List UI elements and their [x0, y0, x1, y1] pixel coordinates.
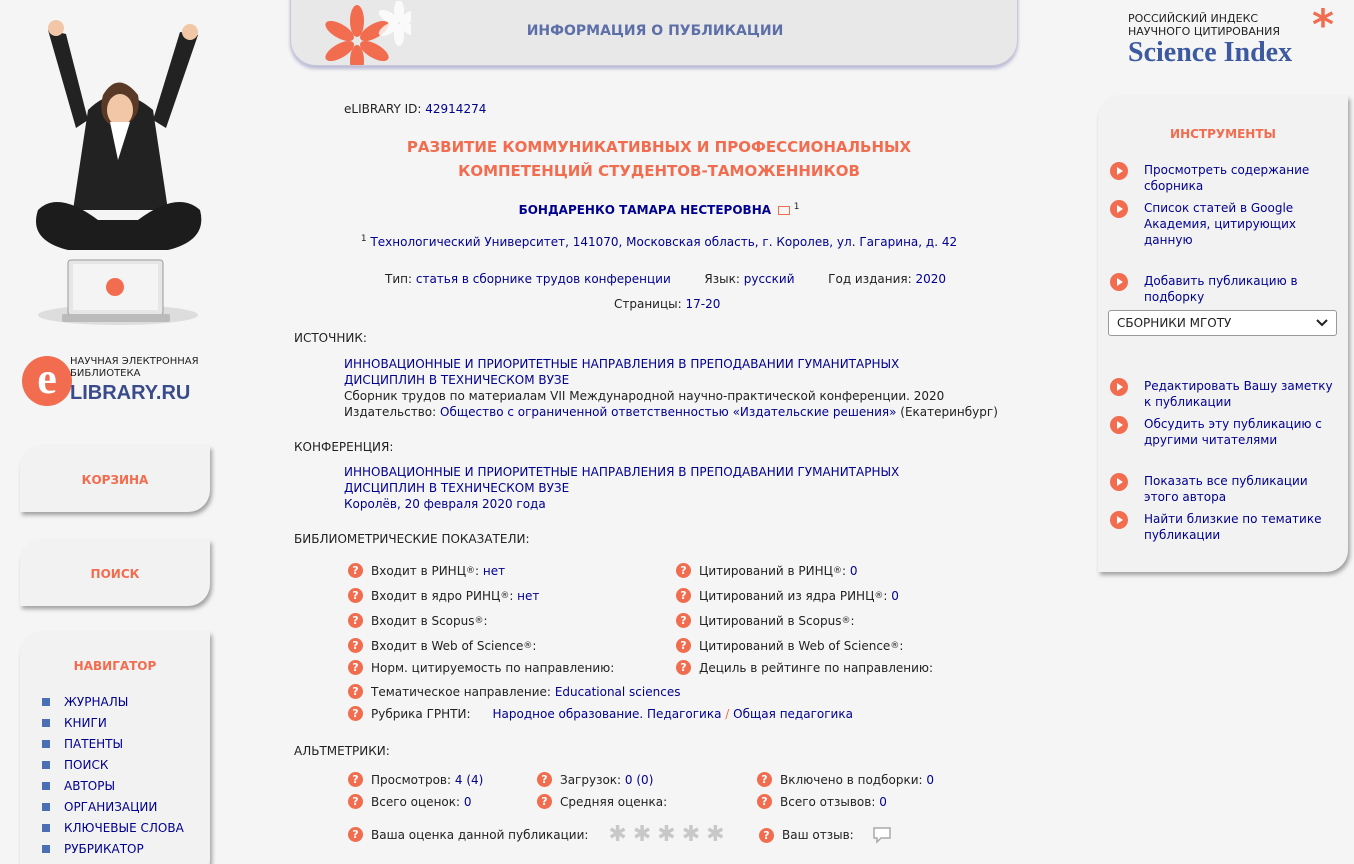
alt-your-rating: ? Ваша оценка данной публикации: ✱ ✱ ✱ ✱ ✱: [348, 822, 731, 847]
elibrary-logo[interactable]: [22, 352, 222, 412]
tool-add-to-collection[interactable]: Добавить публикацию в подборку: [1110, 273, 1342, 305]
play-icon: [1110, 162, 1128, 180]
publisher-link[interactable]: Общество с ограниченной ответственностью «Издательские решения»: [440, 405, 897, 419]
grnti-link-1[interactable]: Народное образование. Педагогика: [492, 706, 722, 721]
nav-item-keywords[interactable]: КЛЮЧЕВЫЕ СЛОВА: [20, 817, 210, 838]
nav-item-journals[interactable]: ЖУРНАЛЫ: [20, 691, 210, 712]
bullet-icon: [42, 782, 50, 790]
metric-grnti: ? Рубрика ГРНТИ: Народное образование. Педагогика / Общая педагогика: [348, 706, 853, 721]
publication-title: РАЗВИТИЕ КОММУНИКАТИВНЫХ И ПРОФЕССИОНАЛЬНЫХ КОМПЕТЕНЦИЙ СТУДЕНТОВ-ТАМОЖЕННИКОВ: [406, 138, 912, 180]
science-index-title: Science Index: [1128, 37, 1293, 68]
envelope-icon[interactable]: [778, 206, 790, 215]
tool-discuss[interactable]: Обсудить эту публикацию с другими читателями: [1110, 416, 1342, 448]
alt-views: ? Просмотров: 4 (4): [348, 772, 483, 787]
play-icon: [1110, 511, 1128, 529]
pub-meta-row: Тип: статья в сборнике трудов конференции Язык: русский Год издания: 2020: [385, 272, 947, 286]
help-icon[interactable]: ?: [676, 660, 691, 675]
tool-google-scholar[interactable]: Список статей в Google Академия, цитирующих данную: [1110, 200, 1342, 248]
nav-item-authors[interactable]: АВТОРЫ: [20, 775, 210, 796]
bullet-icon: [42, 719, 50, 727]
play-icon: [1110, 378, 1128, 396]
help-icon[interactable]: ?: [348, 772, 363, 787]
pub-year-value[interactable]: 2020: [915, 272, 947, 286]
science-index-line2: НАУЧНОГО ЦИТИРОВАНИЯ: [1128, 25, 1281, 38]
affiliation-link[interactable]: Технологический Университет, 141070, Московская область, г. Королев, ул. Гагарина, д. 42: [370, 235, 958, 249]
nav-item-search[interactable]: ПОИСК: [20, 754, 210, 775]
tools-title: ИНСТРУМЕНТЫ: [1170, 127, 1276, 141]
elibrary-logo-title: LIBRARY.RU: [70, 382, 191, 404]
tool-similar-publications[interactable]: Найти близкие по тематике публикации: [1110, 511, 1342, 543]
alt-downloads: ? Загрузок: 0 (0): [537, 772, 653, 787]
affiliation-line: $^1$ Технологический Университет, 141070, Московская область, г. Королев, ул. Гагарина, д. 42: [360, 234, 958, 249]
asterisk-icon: *: [1312, 0, 1334, 49]
metric-cit-core: ? Цитирований из ядра РИНЦ ® : 0: [676, 588, 899, 603]
help-icon[interactable]: ?: [348, 638, 363, 653]
source-block: [344, 356, 998, 420]
tool-view-contents[interactable]: Просмотреть содержание сборника: [1110, 162, 1342, 194]
conference-block: [344, 464, 899, 512]
grnti-link-2[interactable]: Общая педагогика: [733, 706, 853, 721]
page-banner: [290, 0, 1018, 66]
elibrary-logo-subtitle: НАУЧНАЯ ЭЛЕКТРОННАЯ БИБЛИОТЕКА: [70, 356, 199, 379]
search-box[interactable]: [20, 540, 210, 606]
tools-panel: [1098, 96, 1348, 572]
cart-link[interactable]: КОРЗИНА: [81, 473, 149, 487]
star-icon[interactable]: ✱: [706, 822, 725, 847]
bullet-icon: [42, 740, 50, 748]
help-icon[interactable]: ?: [348, 613, 363, 628]
metric-rinc-in: ? Входит в РИНЦ ® : нет: [348, 563, 505, 578]
metric-norm: ? Норм. цитируемость по направлению:: [348, 660, 614, 675]
navigator-box: [20, 632, 210, 864]
play-icon: [1110, 416, 1128, 434]
metric-scopus-in: ? Входит в Scopus ® :: [348, 613, 488, 628]
page-title: ИНФОРМАЦИЯ О ПУБЛИКАЦИИ: [526, 23, 784, 39]
elibrary-id-value[interactable]: 42914274: [425, 102, 487, 116]
elibrary-id: eLIBRARY ID: 42914274: [344, 102, 487, 116]
publisher-row: Издательство: Общество с ограниченной ответственностью «Издательские решения» (Екатеринбург): [344, 405, 998, 419]
help-icon[interactable]: ?: [757, 794, 772, 809]
bullet-icon: [42, 803, 50, 811]
help-icon[interactable]: ?: [759, 828, 774, 843]
collection-select[interactable]: [1108, 310, 1337, 336]
bibliometrics-label: БИБЛИОМЕТРИЧЕСКИЕ ПОКАЗАТЕЛИ:: [294, 532, 530, 546]
metric-cit-scopus: ? Цитирований в Scopus ® :: [676, 613, 855, 628]
help-icon[interactable]: ?: [676, 638, 691, 653]
search-link[interactable]: ПОИСК: [90, 567, 140, 581]
help-icon[interactable]: ?: [676, 588, 691, 603]
help-icon[interactable]: ?: [676, 613, 691, 628]
conference-place-date[interactable]: Королёв, 20 февраля 2020 года: [344, 497, 546, 511]
play-icon: [1110, 200, 1128, 218]
chevron-down-icon: [1316, 319, 1328, 327]
metric-decile: ? Дециль в рейтинге по направлению:: [676, 660, 933, 675]
star-icon[interactable]: ✱: [657, 822, 676, 847]
nav-item-rubricator[interactable]: РУБРИКАТОР: [20, 838, 210, 859]
help-icon[interactable]: ?: [537, 772, 552, 787]
conference-title-line1[interactable]: ИННОВАЦИОННЫЕ И ПРИОРИТЕТНЫЕ НАПРАВЛЕНИЯ В ПРЕПОДАВАНИИ ГУМАНИТАРНЫХ: [344, 465, 900, 479]
metric-wos-in: ? Входит в Web of Science ® :: [348, 638, 536, 653]
cart-box[interactable]: [20, 446, 210, 512]
metric-cit-rinc: ? Цитирований в РИНЦ ® : 0: [676, 563, 858, 578]
help-icon[interactable]: ?: [676, 563, 691, 578]
navigator-title: НАВИГАТОР: [73, 659, 157, 673]
help-icon[interactable]: ?: [348, 827, 363, 842]
tool-author-publications[interactable]: Показать все публикации этого автора: [1110, 473, 1342, 505]
help-icon[interactable]: ?: [348, 684, 363, 699]
play-icon: [1110, 273, 1128, 291]
author-line: БОНДАРЕНКО ТАМАРА НЕСТЕРОВНА $^1$: [518, 202, 800, 217]
hero-illustration: [18, 10, 218, 330]
source-title-line2[interactable]: ДИСЦИПЛИН В ТЕХНИЧЕСКОМ ВУЗЕ: [344, 373, 570, 387]
alt-collections: ? Включено в подборки: 0: [757, 772, 934, 787]
play-icon: [1110, 473, 1128, 491]
metric-topic: ? Тематическое направление: Educational sciences: [348, 684, 680, 699]
star-icon[interactable]: ✱: [681, 822, 701, 847]
help-icon[interactable]: ?: [348, 588, 363, 603]
conference-title-line2[interactable]: ДИСЦИПЛИН В ТЕХНИЧЕСКОМ ВУЗЕ: [344, 481, 570, 495]
bullet-icon: [42, 824, 50, 832]
help-icon[interactable]: ?: [537, 794, 552, 809]
conference-label: КОНФЕРЕНЦИЯ:: [294, 440, 394, 454]
alt-your-review: ? Ваш отзыв:: [759, 826, 892, 844]
help-icon[interactable]: ?: [348, 706, 363, 721]
help-icon[interactable]: ?: [348, 660, 363, 675]
alt-reviews: ? Всего отзывов: 0: [757, 794, 887, 809]
alt-average: ? Средняя оценка:: [537, 794, 667, 809]
elibrary-logo-letter: e: [22, 356, 72, 406]
author-link[interactable]: БОНДАРЕНКО ТАМАРА НЕСТЕРОВНА: [518, 203, 772, 217]
source-title-line1[interactable]: ИННОВАЦИОННЫЕ И ПРИОРИТЕТНЫЕ НАПРАВЛЕНИЯ В ПРЕПОДАВАНИИ ГУМАНИТАРНЫХ: [344, 357, 900, 371]
star-icon[interactable]: ✱: [632, 822, 652, 847]
help-icon[interactable]: ?: [757, 772, 772, 787]
nav-item-organizations[interactable]: ОРГАНИЗАЦИИ: [20, 796, 210, 817]
science-index-logo[interactable]: [1128, 0, 1348, 82]
nav-item-patents[interactable]: ПАТЕНТЫ: [20, 733, 210, 754]
metric-core-in: ? Входит в ядро РИНЦ ® : нет: [348, 588, 539, 603]
pages-value: 17-20: [685, 297, 721, 311]
pub-language-value[interactable]: русский: [743, 272, 795, 286]
star-icon[interactable]: ✱: [608, 822, 627, 847]
pages-row: Страницы: 17-20: [614, 297, 721, 311]
help-icon[interactable]: ?: [348, 563, 363, 578]
source-label: ИСТОЧНИК:: [294, 331, 367, 345]
comment-icon[interactable]: [872, 826, 892, 844]
tool-edit-note[interactable]: Редактировать Вашу заметку к публикации: [1110, 378, 1342, 410]
pub-type-value[interactable]: статья в сборнике трудов конференции: [415, 272, 671, 286]
bullet-icon: [42, 845, 50, 853]
metric-cit-wos: ? Цитирований в Web of Science ® :: [676, 638, 903, 653]
topic-link[interactable]: Educational sciences: [554, 684, 681, 699]
collection-select-value: СБОРНИКИ МГОТУ: [1117, 316, 1232, 330]
help-icon[interactable]: ?: [348, 794, 363, 809]
bullet-icon: [42, 698, 50, 706]
source-description: Сборник трудов по материалам VII Международной научно-практической конференции. 2020: [344, 389, 945, 403]
nav-item-books[interactable]: КНИГИ: [20, 712, 210, 733]
alt-ratings: ? Всего оценок: 0: [348, 794, 472, 809]
bullet-icon: [42, 761, 50, 769]
altmetrics-label: АЛЬТМЕТРИКИ:: [294, 744, 390, 758]
science-index-line1: РОССИЙСКИЙ ИНДЕКС: [1128, 12, 1259, 25]
